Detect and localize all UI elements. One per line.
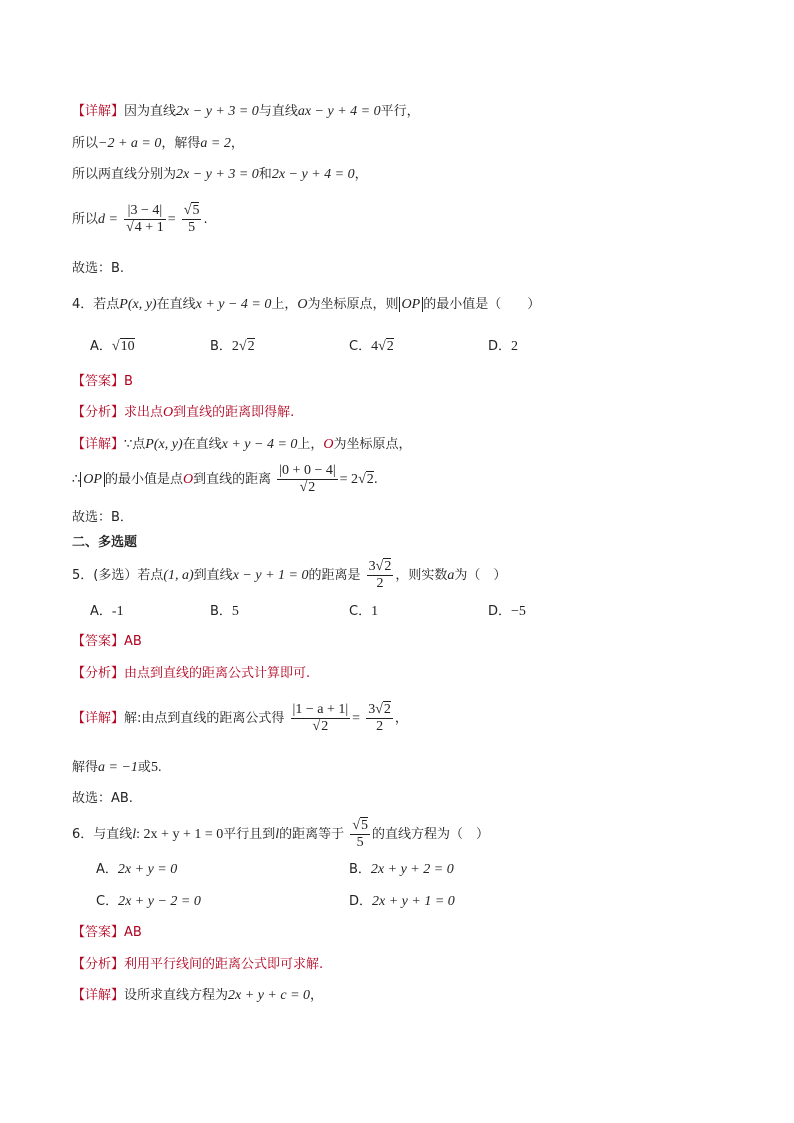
q4-answer: 【答案】B (72, 374, 133, 389)
q3-detail-line2: 所以−2 + a = 0，解得a = 2， (72, 136, 244, 151)
q4-stem: 4．若点P(x, y)在直线x + y − 4 = 0上，O为坐标原点，则 OP 的最小值是（ ） (72, 297, 541, 312)
q3-detail-line3: 所以两直线分别为2x − y + 3 = 0和2x − y + 4 = 0， (72, 167, 368, 182)
q6-analysis: 【分析】利用平行线间的距离公式即可求解. (72, 957, 324, 972)
fraction: $\frac{√5}{5}$ (183, 203, 200, 235)
q4-option-a[interactable]: A．√10 (90, 339, 135, 354)
q4-option-b[interactable]: B．2√2 (210, 339, 255, 354)
q6-option-c[interactable]: C．2x + y − 2 = 0 (96, 894, 201, 909)
fraction: $\frac{|3 - 4|}{√4 + 1}$ (126, 203, 164, 235)
q4-analysis: 【分析】求出点O到直线的距离即得解. (72, 405, 295, 420)
q6-option-d[interactable]: D．2x + y + 1 = 0 (349, 894, 455, 909)
q4-choose: 故选：B． (72, 510, 133, 525)
q4-option-d[interactable]: D．2 (488, 339, 519, 354)
fraction: $\frac{|1 - a + 1|}{√2}$ (292, 702, 349, 734)
q6-option-a[interactable]: A．2x + y = 0 (96, 862, 178, 877)
q3-answer-line: 故选：B. (72, 261, 125, 276)
q6-answer: 【答案】AB (72, 925, 142, 940)
q5-stem: 5．(多选）若点(1, a)到直线x − y + 1 = 0的距离是 $\frac{3√2}{2}$ ，则实数a为（ ） (72, 559, 507, 591)
q5-option-d[interactable]: D．−5 (488, 604, 526, 619)
q3-detail-line1: 【详解】因为直线2x − y + 3 = 0与直线ax − y + 4 = 0平行， (72, 104, 420, 119)
q5-detail: 【详解】解:由点到直线的距离公式得 $\frac{|1 - a + 1|}{√2}$ = $\frac{3√2}{2}$ ， (72, 702, 408, 734)
q5-option-c[interactable]: C．1 (349, 604, 379, 619)
q3-detail-line4: 所以d = $\frac{|3 - 4|}{√4 + 1}$ = $\frac{√5}{5}$ . (72, 203, 208, 235)
detail-tag: 【详解】 (72, 104, 125, 119)
q4-detail-line1: 【详解】∵点P(x, y)在直线x + y − 4 = 0上，O为坐标原点， (72, 437, 412, 452)
q4-option-c[interactable]: C．4√2 (349, 339, 394, 354)
q5-answer: 【答案】AB (72, 634, 142, 649)
q5-option-a[interactable]: A．-1 (90, 604, 124, 619)
q6-option-b[interactable]: B．2x + y + 2 = 0 (349, 862, 454, 877)
q5-solve: 解得a = −1或5. (72, 760, 162, 775)
q4-detail-line2: ∴ OP 的最小值是点O到直线的距离 $\frac{|0 + 0 - 4|}{√2}$ = 2√2. (72, 463, 378, 495)
fraction: $\frac{|0 + 0 - 4|}{√2}$ (279, 463, 336, 495)
fraction: $\frac{3√2}{2}$ (368, 559, 392, 591)
fraction: $\frac{3√2}{2}$ (368, 702, 391, 734)
q5-choose: 故选：AB. (72, 791, 133, 806)
q5-analysis: 【分析】由点到直线的距离公式计算即可. (72, 666, 311, 681)
q6-detail: 【详解】设所求直线方程为2x + y + c = 0， (72, 988, 324, 1003)
fraction: $\frac{√5}{5}$ (352, 818, 368, 850)
q6-stem: 6．与直线l: 2x + y + 1 = 0平行且到l的距离等于 $\frac{√5}{5}$ 的直线方程为（ ） (72, 818, 490, 850)
q5-option-b[interactable]: B．5 (210, 604, 239, 619)
section-title: 二、多选题 (72, 535, 138, 550)
